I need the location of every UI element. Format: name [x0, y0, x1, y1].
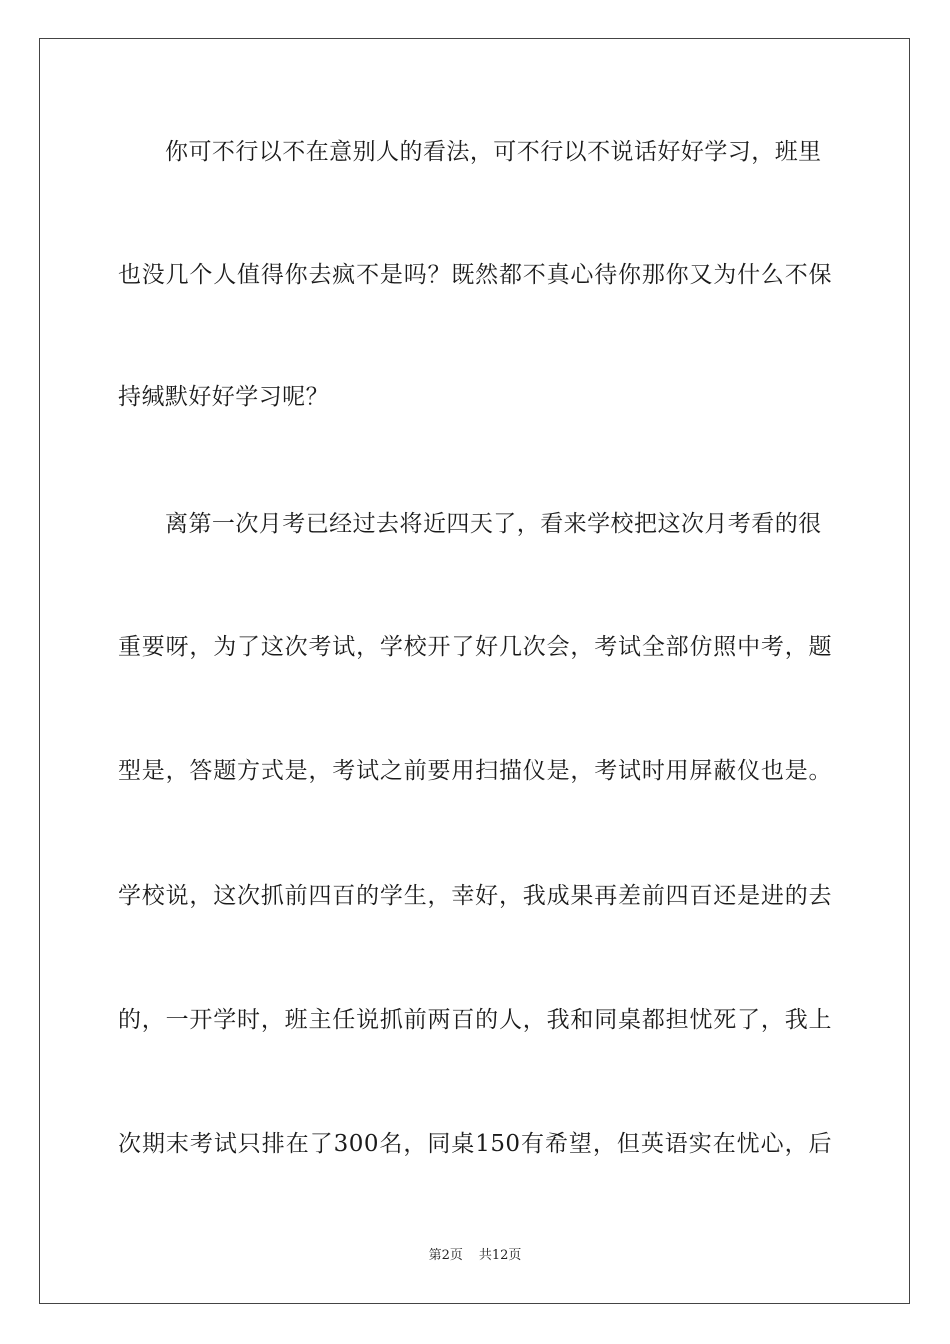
paragraph-2-line-4: 学校说，这次抓前四百的学生，幸好，我成果再差前四百还是进的去: [118, 883, 832, 909]
paragraph-2-line-2: 重要呀，为了这次考试，学校开了好几次会，考试全部仿照中考，题: [118, 634, 832, 660]
paragraph-2-line-1: 离第一次月考已经过去将近四天了，看来学校把这次月考看的很: [165, 511, 822, 537]
page-number: 第2页: [428, 1248, 463, 1263]
paragraph-2-line-5: 的，一开学时，班主任说抓前两百的人，我和同桌都担忧死了，我上: [118, 1007, 832, 1033]
paragraph-1-line-2: 也没几个人值得你去疯不是吗？既然都不真心待你那你又为什么不保: [118, 262, 832, 288]
page-border: [39, 38, 910, 1304]
paragraph-2-line-6: 次期末考试只排在了300名，同桌150有希望，但英语实在忧心，后: [118, 1131, 832, 1157]
paragraph-1-line-1: 你可不行以不在意别人的看法，可不行以不说话好好学习，班里: [165, 139, 822, 165]
paragraph-2-line-3: 型是，答题方式是，考试之前要用扫描仪是，考试时用屏蔽仪也是。: [118, 758, 832, 784]
page-footer: [0, 1247, 950, 1265]
page-total: 共12页: [478, 1248, 522, 1263]
paragraph-1-line-3: 持缄默好好学习呢？: [118, 384, 330, 410]
